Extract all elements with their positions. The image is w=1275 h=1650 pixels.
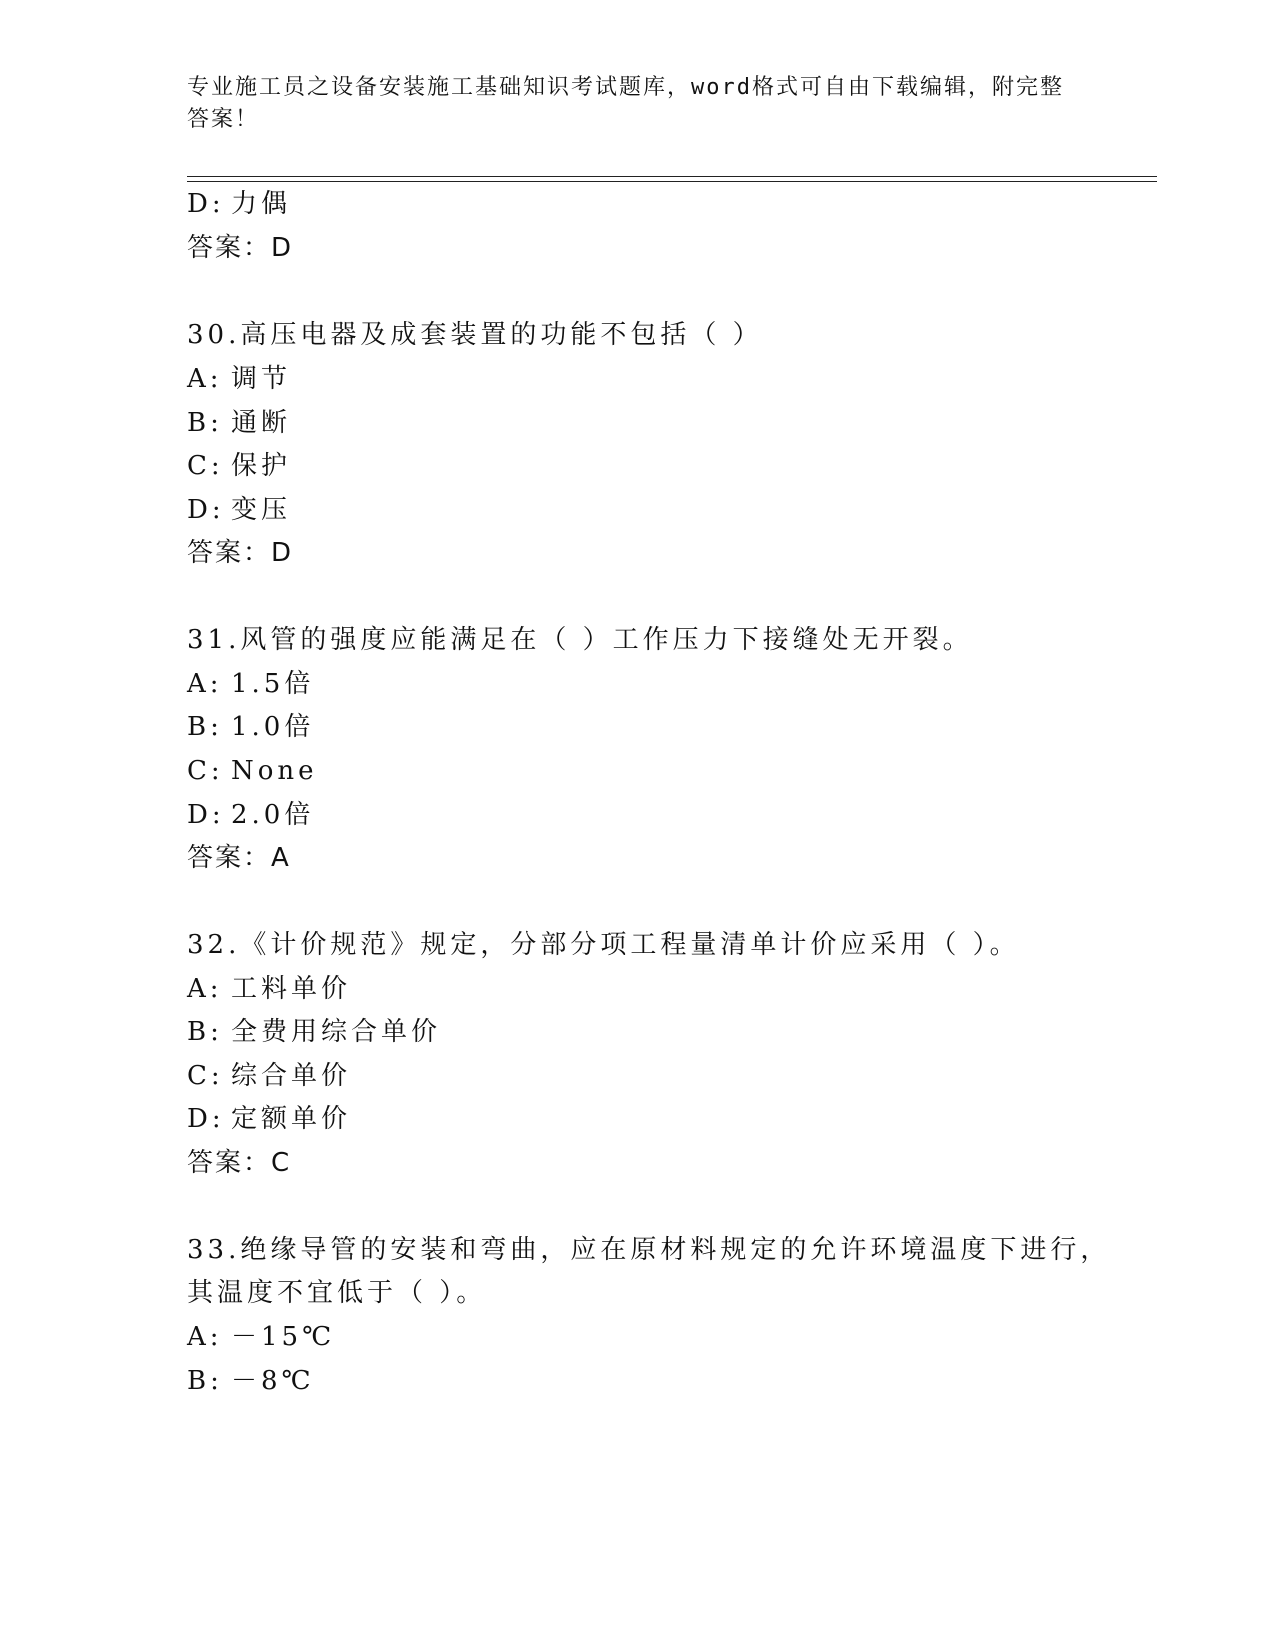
option-text: 2.0倍: [231, 800, 315, 830]
option-key: A:: [187, 364, 223, 394]
answer-prev: 答案：D: [187, 233, 294, 263]
question-30-option-a: [187, 361, 291, 397]
question-31-answer: 答案：A: [187, 843, 291, 873]
option-key: C:: [187, 451, 224, 481]
option-text: 工料单价: [231, 974, 352, 1004]
header-divider-bottom: [187, 181, 1157, 182]
option-text: －15℃: [231, 1322, 336, 1352]
question-30-option-c: [187, 448, 291, 484]
option-text: 定额单价: [231, 1104, 352, 1134]
question-33-option-b: [187, 1363, 315, 1399]
option-text: 1.5倍: [231, 669, 315, 699]
option-text: 通断: [231, 408, 292, 438]
question-33-option-a: [187, 1319, 335, 1355]
question-30-option-b: [187, 405, 291, 441]
option-key: A:: [187, 669, 223, 699]
question-30-answer: 答案：D: [187, 538, 294, 568]
option-text: 全费用综合单价: [231, 1017, 442, 1047]
header-divider-top: [187, 176, 1157, 177]
question-33-stem-line2: 其温度不宜低于（ ）。: [187, 1278, 487, 1308]
option-text: 综合单价: [231, 1061, 352, 1091]
option-text: 变压: [231, 495, 292, 525]
option-key: B:: [187, 1017, 223, 1047]
option-key: C:: [187, 756, 224, 786]
option-text: －8℃: [231, 1366, 315, 1396]
question-32-option-b: [187, 1014, 441, 1050]
option-key: A:: [187, 1322, 223, 1352]
option-key: D:: [187, 189, 225, 219]
question-31-stem: 31.风管的强度应能满足在（ ）工作压力下接缝处无开裂。: [187, 625, 973, 655]
option-key: A:: [187, 974, 223, 1004]
option-key: C:: [187, 1061, 224, 1091]
question-32-stem: 32.《计价规范》规定，分部分项工程量清单计价应采用（ ）。: [187, 930, 1020, 960]
option-key: D:: [187, 495, 225, 525]
question-33-stem-line1: 33.绝缘导管的安装和弯曲，应在原材料规定的允许环境温度下进行，: [187, 1235, 1111, 1265]
question-31-option-b: [187, 709, 314, 745]
option-text: 1.0倍: [231, 712, 315, 742]
question-31-option-d: [187, 797, 314, 833]
option-key: B:: [187, 408, 223, 438]
question-31-option-a: [187, 666, 314, 702]
document-header: 专业施工员之设备安装施工基础知识考试题库，word格式可自由下载编辑，附完整答案！: [187, 75, 1064, 132]
option-d-prev: [187, 186, 291, 222]
option-text: 保护: [231, 451, 292, 481]
option-key: D:: [187, 800, 225, 830]
question-32-option-c: [187, 1058, 351, 1094]
option-text: 力偶: [231, 189, 292, 219]
question-32-option-a: [187, 971, 351, 1007]
question-30-option-d: [187, 492, 291, 528]
question-30-stem: 30.高压电器及成套装置的功能不包括（ ）: [187, 320, 763, 350]
option-text: 调节: [231, 364, 292, 394]
option-key: B:: [187, 1366, 223, 1396]
option-key: B:: [187, 712, 223, 742]
question-32-answer: 答案：C: [187, 1148, 292, 1178]
option-key: D:: [187, 1104, 225, 1134]
question-31-option-c: [187, 753, 318, 789]
option-text: None: [231, 756, 318, 786]
question-32-option-d: [187, 1101, 351, 1137]
